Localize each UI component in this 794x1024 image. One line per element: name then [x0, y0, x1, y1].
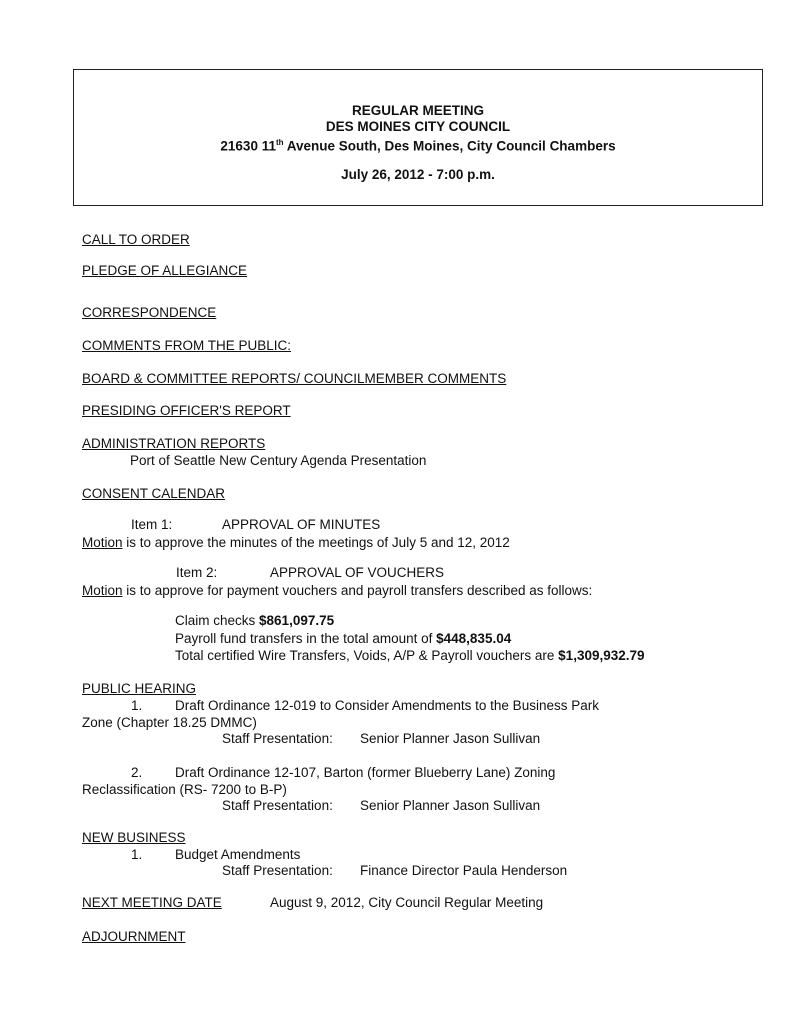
ph1-number: 1.	[131, 698, 143, 713]
ph2-title: Draft Ordinance 12-107, Barton (former Blueberry Lane) Zoning	[175, 765, 556, 780]
ph1-staff: Senior Planner Jason Sullivan	[360, 731, 541, 746]
section-call-to-order: CALL TO ORDER	[82, 232, 190, 247]
item2-title: APPROVAL OF VOUCHERS	[270, 565, 445, 580]
admin-report-item: Port of Seattle New Century Agenda Presentation	[130, 453, 427, 468]
council-name: DES MOINES CITY COUNCIL	[325, 119, 511, 134]
meeting-date: July 26, 2012 - 7:00 p.m.	[341, 167, 495, 182]
item1-label: Item 1:	[131, 517, 173, 532]
payroll-transfers: Payroll fund transfers in the total amount of $448,835.04	[175, 631, 512, 646]
nb1-staff: Finance Director Paula Henderson	[360, 863, 568, 878]
section-new-business: NEW BUSINESS	[82, 830, 186, 845]
ph2-staff: Senior Planner Jason Sullivan	[360, 798, 541, 813]
section-correspondence: CORRESPONDENCE	[82, 305, 217, 320]
item1-motion: Motion is to approve the minutes of the meetings of July 5 and 12, 2012	[82, 535, 510, 550]
meeting-address: 21630 11th Avenue South, Des Moines, City Council Chambers	[220, 138, 616, 154]
total-vouchers: Total certified Wire Transfers, Voids, A/P & Payroll vouchers are $1,309,932.79	[175, 648, 645, 663]
section-pledge: PLEDGE OF ALLEGIANCE	[82, 263, 248, 278]
item2-motion: Motion is to approve for payment vouchers and payroll transfers described as follows:	[82, 583, 593, 598]
section-admin-reports: ADMINISTRATION REPORTS	[82, 436, 266, 451]
nb1-title: Budget Amendments	[175, 847, 301, 862]
section-board-reports: BOARD & COMMITTEE REPORTS/ COUNCILMEMBER COMMENTS	[82, 371, 507, 386]
ph2-title-cont: Reclassification (RS- 7200 to B-P)	[82, 782, 287, 797]
ph1-staff-label: Staff Presentation:	[222, 731, 333, 746]
item2-label: Item 2:	[176, 565, 218, 580]
nb1-number: 1.	[131, 847, 143, 862]
next-meeting-value: August 9, 2012, City Council Regular Meeting	[270, 895, 544, 910]
ph1-title-cont: Zone (Chapter 18.25 DMMC)	[82, 715, 257, 730]
section-next-meeting: NEXT MEETING DATE	[82, 895, 222, 910]
ph1-title: Draft Ordinance 12-019 to Consider Amendments to the Business Park	[175, 698, 599, 713]
section-presiding-officer: PRESIDING OFFICER'S REPORT	[82, 403, 291, 418]
section-consent-calendar: CONSENT CALENDAR	[82, 486, 226, 501]
section-public-comments: COMMENTS FROM THE PUBLIC:	[82, 338, 292, 353]
ph2-number: 2.	[131, 765, 143, 780]
section-public-hearing: PUBLIC HEARING	[82, 681, 197, 696]
ph2-staff-label: Staff Presentation:	[222, 798, 333, 813]
nb1-staff-label: Staff Presentation:	[222, 863, 333, 878]
meeting-type: REGULAR MEETING	[351, 103, 484, 118]
claim-checks: Claim checks $861,097.75	[175, 613, 335, 628]
item1-title: APPROVAL OF MINUTES	[222, 517, 381, 532]
section-adjournment: ADJOURNMENT	[82, 929, 186, 944]
